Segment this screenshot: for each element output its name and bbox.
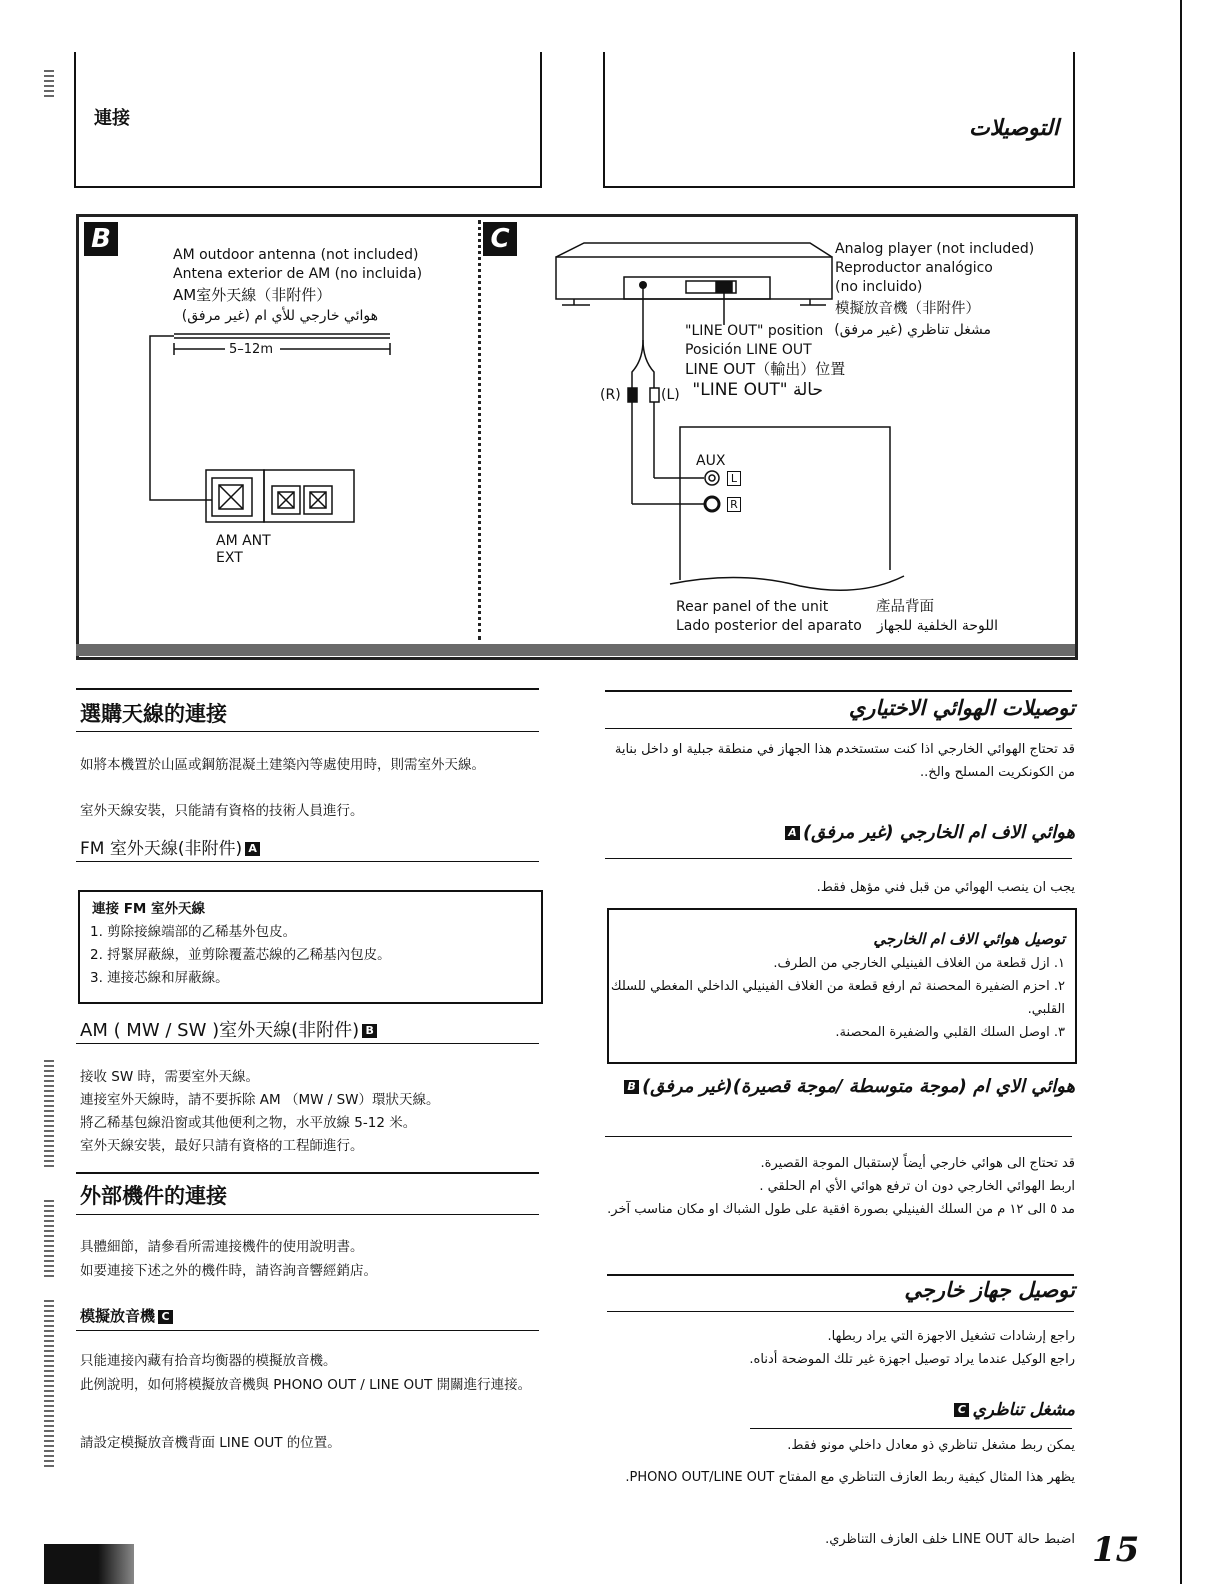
ar-fm-step2: ٢. احزم الضفيرة المحصنة ثم ارفع قطعة من الغلاف الفينيلي الداخلي المغطي للسلك القلبي. bbox=[610, 979, 1065, 1017]
lineout-label-ar: حالة "LINE OUT" bbox=[692, 380, 823, 400]
zh-fm-step3: 3. 連接芯線和屏蔽線。 bbox=[90, 970, 229, 986]
zh-am-p4: 室外天線安裝，最好只請有資格的工程師進行。 bbox=[80, 1138, 364, 1154]
zh-section2-p1: 具體細節，請參看所需連接機件的使用說明書。 bbox=[80, 1239, 364, 1255]
ar-analog-p2: يظهر هذا المثال كيفية ربط العازف التناظري مع المفتاح PHONO OUT/LINE OUT. bbox=[625, 1470, 1075, 1485]
ref-marker-c: C bbox=[954, 1403, 969, 1417]
ar-analog-title-text: مشغل تناظري bbox=[972, 1400, 1075, 1420]
ref-marker-b: B bbox=[362, 1024, 377, 1038]
ar-analog-p3: اضبط حالة LINE OUT خلف العازف التناظري. bbox=[825, 1532, 1075, 1547]
player-label-es2: (no incluido) bbox=[835, 279, 923, 295]
terminal-label-2: EXT bbox=[216, 550, 243, 566]
ar-fm-title-text: هوائي الاف ام الخارجي (غير مرفق) bbox=[802, 822, 1075, 843]
rule bbox=[76, 861, 539, 862]
rule bbox=[605, 858, 1072, 859]
header-title-zh: 連接 bbox=[94, 108, 130, 129]
zh-section2-p2: 如要連接下述之外的機件時，請咨詢音響經銷店。 bbox=[80, 1263, 377, 1279]
antenna-label-zh: AM室外天線（非附件） bbox=[173, 286, 332, 304]
rear-label-en: Rear panel of the unit bbox=[676, 599, 829, 615]
rule bbox=[76, 1172, 539, 1174]
player-label-es: Reproductor analógico bbox=[835, 260, 993, 276]
terminal-label-1: AM ANT bbox=[216, 533, 271, 549]
zh-analog-title bbox=[80, 1305, 176, 1326]
rule bbox=[607, 1274, 1074, 1276]
zh-fm-title bbox=[80, 834, 263, 859]
zh-am-title-text: AM ( MW / SW )室外天線(非附件) bbox=[80, 1020, 360, 1041]
lineout-label-es: Posición LINE OUT bbox=[685, 342, 812, 358]
ar-fm-p1: يجب ان ينصب الهوائي من قبل فني مؤهل فقط. bbox=[816, 880, 1075, 895]
zh-section2-title: 外部機件的連接 bbox=[80, 1184, 227, 1208]
zh-am-title bbox=[80, 1016, 380, 1042]
edge-mark bbox=[44, 1200, 54, 1280]
zh-fm-box bbox=[78, 890, 543, 1004]
rear-label-ar: اللوحة الخلفية للجهاز bbox=[876, 618, 998, 634]
rule bbox=[605, 690, 1072, 692]
rule bbox=[76, 1330, 539, 1331]
zh-analog-p3: 請設定模擬放音機背面 LINE OUT 的位置。 bbox=[80, 1435, 341, 1451]
edge-mark bbox=[44, 1060, 54, 1170]
zh-fm-box-title: 連接 FM 室外天線 bbox=[92, 901, 206, 917]
zh-fm-step1: 1. 剪除接線端部的乙稀基外包皮。 bbox=[90, 924, 297, 940]
ar-am-title bbox=[605, 1076, 1075, 1097]
ar-analog-title bbox=[605, 1400, 1075, 1420]
rule bbox=[76, 688, 539, 690]
rule bbox=[76, 731, 539, 732]
aux-r-marker: R bbox=[727, 497, 741, 512]
ar-fm-step1: ١. ازل قطعة من الغلاف الفينيلي الخارجي من الطرف. bbox=[773, 956, 1065, 971]
ar-am-title-text: هوائي الاي ام (موجة متوسطة /موجة قصيرة)(غير مرفق) bbox=[642, 1076, 1075, 1097]
player-label-ar: مشغل تناظري (غير مرفق) bbox=[834, 322, 991, 338]
zh-analog-p2: 此例說明，如何將模擬放音機與 PHONO OUT / LINE OUT 開關進行連接。 bbox=[80, 1377, 532, 1393]
ar-section2-title: توصيل جهاز خارجي bbox=[904, 1278, 1075, 1302]
ref-marker-b: B bbox=[624, 1080, 639, 1094]
rule bbox=[605, 1136, 1072, 1137]
lineout-label-zh: LINE OUT（輸出）位置 bbox=[685, 360, 846, 378]
header-title-ar: التوصيلات bbox=[969, 116, 1059, 141]
zh-am-p2: 連接室外天線時，請不要拆除 AM （MW / SW）環狀天線。 bbox=[80, 1092, 440, 1108]
antenna-label-es: Antena exterior de AM (no incluida) bbox=[173, 266, 423, 282]
lineout-label-en: "LINE OUT" position bbox=[685, 323, 824, 339]
zh-am-p1: 接收 SW 時，需要室外天線。 bbox=[80, 1069, 259, 1085]
ref-marker-a: A bbox=[245, 842, 260, 856]
ref-marker-a: A bbox=[785, 826, 800, 840]
zh-fm-title-text: FM 室外天線(非附件) bbox=[80, 839, 243, 859]
corner-mark bbox=[44, 1544, 134, 1584]
page-number: 15 bbox=[1092, 1530, 1140, 1570]
diagram-c-drawing bbox=[0, 0, 1224, 700]
rule bbox=[605, 728, 1072, 729]
player-label-zh: 模擬放音機（非附件） bbox=[835, 301, 980, 317]
antenna-label-ar: هوائي خارجي للأي ام (غير مرفق) bbox=[181, 308, 378, 324]
rule bbox=[607, 1311, 1074, 1312]
zh-section1-p2: 室外天線安裝，只能請有資格的技術人員進行。 bbox=[80, 803, 364, 819]
ar-section2-p2: راجع الوكيل عندما يراد توصيل اجهزة غير تلك الموضحة أدناه. bbox=[749, 1352, 1075, 1367]
ar-fm-box-title: توصيل هوائي الاف ام الخارجي bbox=[873, 930, 1065, 948]
jack-label-l: (L) bbox=[661, 387, 680, 403]
zh-analog-p1: 只能連接內藏有拾音均衡器的模擬放音機。 bbox=[80, 1353, 337, 1369]
ar-fm-step3: ٣. اوصل السلك القلبي والضفيرة المحصنة. bbox=[835, 1025, 1065, 1040]
ar-am-p1: قد تحتاج الى هوائي خارجي أيضاً لإستقبال الموجة القصيرة. bbox=[760, 1156, 1075, 1171]
rule bbox=[750, 1428, 1072, 1429]
ar-am-p2: اربط الهوائي الخارجي دون ان ترفع هوائي الأي ام الحلقي . bbox=[759, 1179, 1075, 1194]
zh-section1-title: 選購天線的連接 bbox=[80, 702, 227, 726]
ar-section1-title: توصيلات الهوائي الاختياري bbox=[848, 696, 1075, 720]
player-label-en: Analog player (not included) bbox=[835, 241, 1035, 257]
antenna-length: 5–12m bbox=[229, 342, 273, 357]
aux-l-marker: L bbox=[727, 471, 741, 486]
ar-section2-p1: راجع إرشادات تشغيل الاجهزة التي يراد ربطها. bbox=[827, 1329, 1075, 1344]
antenna-label-en: AM outdoor antenna (not included) bbox=[173, 247, 419, 263]
ar-am-p3: مد ٥ الى ١٢ م من السلك الفينيلي بصورة افقية على طول الشباك او مكان مناسب آخر. bbox=[607, 1202, 1075, 1217]
diagram-b-badge: B bbox=[84, 222, 118, 256]
jack-label-r: (R) bbox=[600, 387, 621, 403]
zh-fm-step2: 2. 捋緊屏蔽線，並剪除覆蓋芯線的乙稀基內包皮。 bbox=[90, 947, 391, 963]
zh-am-p3: 將乙稀基包線沿窗或其他便利之物，水平放線 5-12 米。 bbox=[80, 1115, 417, 1131]
ar-analog-p1: يمكن ربط مشغل تناظري ذو معادل داخلي مونو فقط. bbox=[787, 1438, 1075, 1453]
zh-section1-p1: 如將本機置於山區或鋼筋混凝土建築內等處使用時，則需室外天線。 bbox=[80, 757, 485, 773]
rule bbox=[76, 1214, 539, 1215]
ar-section1-p1: قد تحتاج الهوائي الخارجي اذا كنت ستستخدم هذا الجهاز في منطقة جبلية او داخل بناية من الكونكريت المسلح والخ.. bbox=[614, 742, 1075, 780]
rule bbox=[76, 1043, 539, 1044]
ar-fm-title bbox=[605, 822, 1075, 843]
edge-mark bbox=[44, 1300, 54, 1470]
diagram-c-badge: C bbox=[483, 222, 517, 256]
ref-marker-c: C bbox=[158, 1310, 173, 1324]
aux-label: AUX bbox=[696, 453, 726, 469]
rear-label-zh: 產品背面 bbox=[876, 599, 934, 615]
zh-analog-title-text: 模擬放音機 bbox=[80, 1307, 156, 1325]
rear-label-es: Lado posterior del aparato bbox=[676, 618, 862, 634]
ar-fm-box bbox=[607, 908, 1077, 1064]
